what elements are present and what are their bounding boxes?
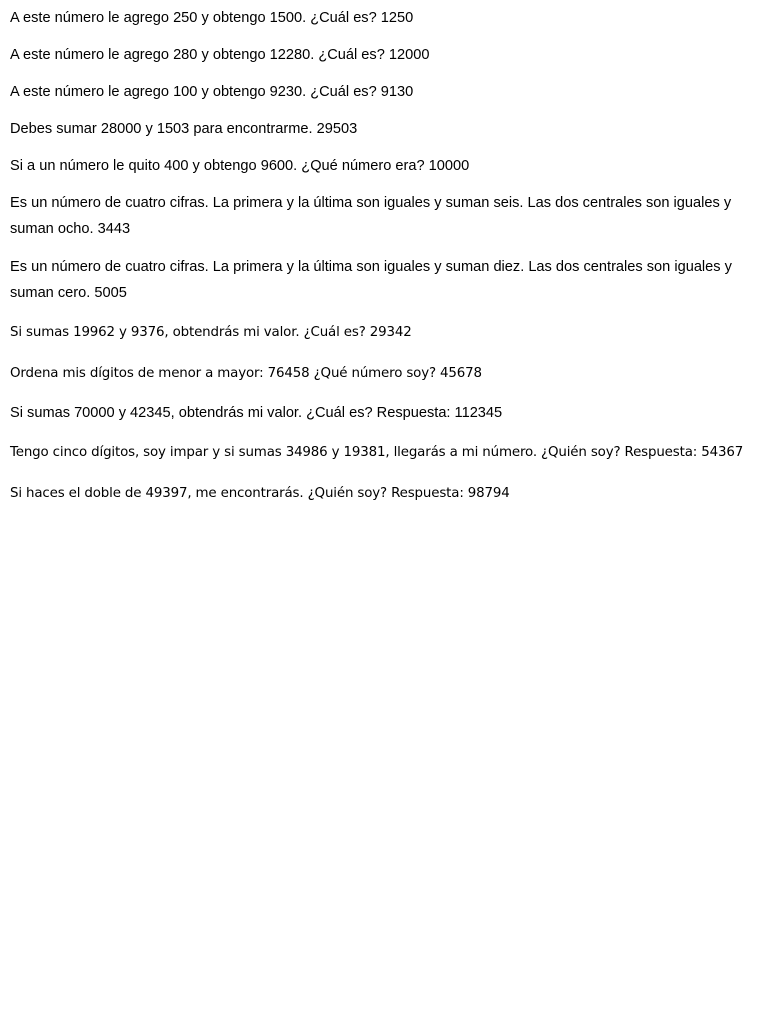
paragraph-5: Si a un número le quito 400 y obtengo 9600. ¿Qué número era? 10000 [10,158,470,174]
paragraph-12: Si haces el doble de 49397, me encontrarás. ¿Quién soy? Respuesta: 98794 [10,486,510,501]
paragraph-8: Si sumas 19962 y 9376, obtendrás mi valor. ¿Cuál es? 29342 [10,325,412,340]
paragraph-11: Tengo cinco dígitos, soy impar y si sumas 34986 y 19381, llegarás a mi número. ¿Quién soy? Respuesta: 54367 [10,445,744,460]
paragraph-3: A este número le agrego 100 y obtengo 9230. ¿Cuál es? 9130 [10,84,414,100]
paragraph-2: A este número le agrego 280 y obtengo 12280. ¿Cuál es? 12000 [10,47,430,63]
paragraph-10: Si sumas 70000 y 42345, obtendrás mi valor. ¿Cuál es? Respuesta: 112345 [10,405,503,421]
paragraph-1: A este número le agrego 250 y obtengo 1500. ¿Cuál es? 1250 [10,10,414,26]
paragraph-7: Es un número de cuatro cifras. La primera y la última son iguales y suman diez. Las dos centrales son iguales y suman cero. 5005 [10,259,732,301]
paragraph-6: Es un número de cuatro cifras. La primera y la última son iguales y suman seis. Las dos centrales son iguales y suman ocho. 3443 [10,195,732,237]
paragraph-4: Debes sumar 28000 y 1503 para encontrarme. 29503 [10,121,358,137]
paragraph-9: Ordena mis dígitos de menor a mayor: 76458 ¿Qué número soy? 45678 [10,366,482,381]
